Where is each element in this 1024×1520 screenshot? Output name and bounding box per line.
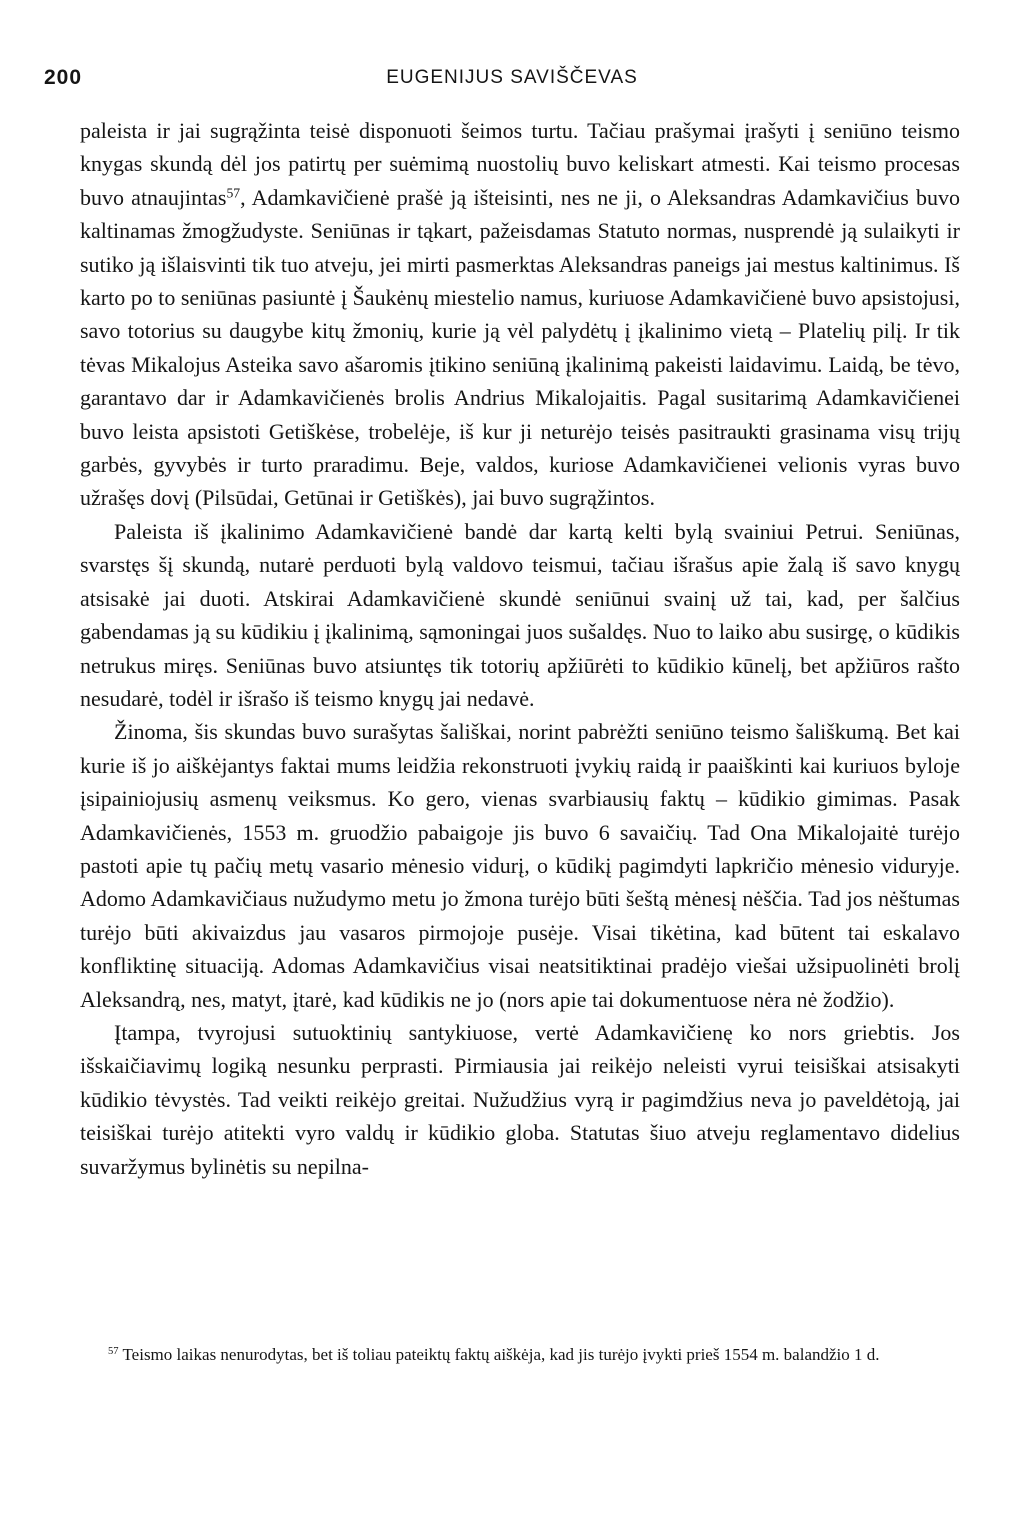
paragraph-1-text-start: paleista ir jai sugrąžinta teisė disponuoti šeimos turtu. Tačiau prašymai įrašyti į seniūno teismo knygas skundą dėl jos patirtų per suėmimą nuostolių buvo keliskart atmesti. Kai teismo procesas buvo atnaujintas (80, 118, 960, 210)
running-head-author: EUGENIJUS SAVIŠČEVAS (386, 67, 638, 88)
page-number: 200 (44, 66, 83, 89)
footnote (80, 1342, 960, 1367)
paragraph-1-text-end: , Adamkavičienė prašė ją išteisinti, nes ne ji, o Aleksandras Adamkavičius buvo kaltinamas žmogžudyste. Seniūnas ir tąkart, pažeisdamas Statuto normas, nusprendė ją sulaikyti ir sutiko ją išlaisvinti tik tuo atveju, jei mirti pasmerktas Aleksandras paneigs jai mestus kaltinimus. Iš karto po to seniūnas pasiuntė į Šaukėnų miestelio namus, kuriuose Adamkavičienė buvo apsistojusi, savo totorius su daugybe kitų žmonių, kurie ją vėl palydėtų į įkalinimo vietą – Platelių pilį. Ir tik tėvas Mikalojus Asteika savo ašaromis įtikino seniūną įkalinimą pakeisti laidavimu. Laidą, be tėvo, garantavo dar ir Adamkavičienės brolis Andrius Mikalojaitis. Pagal susitarimą Adamkavičienei buvo leista apsistoti Getiškėse, trobelėje, iš kur ji neturėjo teisės pasitraukti grasinama visų trijų garbės, gyvybės ir turto praradimu. Beje, valdos, kuriose Adamkavičienei velionis vyras buvo užrašęs dovį (Pilsūdai, Getūnai ir Getiškės), jai buvo sugrąžintos. (80, 184, 960, 511)
paragraph-1 (80, 114, 960, 515)
footnote-reference: 57 (226, 185, 241, 201)
main-text (80, 114, 960, 1183)
paragraph-3: Žinoma, šis skundas buvo surašytas šališkai, norint pabrėžti seniūno teismo šališkumą. Bet kai kurie iš jo aiškėjantys faktai mums leidžia rekonstruoti įvykių raidą ir paaiškinti kai kuriuos byloje įsipainiojusių asmenų veiksmus. Ko gero, vienas svarbiausių faktų – kūdikio gimimas. Pasak Adamkavičienės, 1553 m. gruodžio pabaigoje jis buvo 6 savaičių. Tad Ona Mikalojaitė turėjo pastoti apie tų pačių metų vasario mėnesio vidurį, o kūdikį pagimdyti lapkričio mėnesio viduryje. Adomo Adamkavičiaus nužudymo metu jo žmona turėjo būti šeštą mėnesį nėščia. Tad jos nėštumas turėjo būti akivaizdus jau vasaros pirmojoje pusėje. Visai tikėtina, kad būtent tai eskalavo konfliktinę situaciją. Adomas Adamkavičius visai neatsitiktinai pradėjo viešai užsipuolinėti brolį Aleksandrą, nes, matyt, įtarė, kad kūdikis ne jo (nors apie tai dokumentuose nėra nė žodžio). (80, 719, 960, 1012)
footnote-number: 57 (108, 1346, 119, 1358)
paragraph-4: Įtampa, tvyrojusi sutuoktinių santykiuose, vertė Adamkavičienę ko nors griebtis. Jos išskaičiavimų logiką nesunku perprasti. Pirmiausia jai reikėjo neleisti vyrui teisiškai atsisakyti kūdikio tėvystės. Tad veikti reikėjo greitai. Nužudžius vyrą ir pagimdžius neva jo paveldėtoją, jai teisiškai turėjo atitekti vyro valdų ir kūdikio globa. Statutas šiuo atveju reglamentavo didelius suvaržymus bylinėtis su nepilna- (80, 1019, 960, 1179)
footnote-text: Teismo laikas nenurodytas, bet iš toliau pateiktų faktų aiškėja, kad jis turėjo įvykti prieš 1554 m. balandžio 1 d. (118, 1345, 880, 1364)
page-header (40, 66, 984, 96)
footnote-57 (80, 1342, 960, 1367)
paragraph-2: Paleista iš įkalinimo Adamkavičienė bandė dar kartą kelti bylą svainiui Petrui. Seniūnas, svarstęs šį skundą, nutarė perduoti bylą valdovo teismui, tačiau išrašus apie žalą iš savo knygų atsisakė jai duoti. Atskirai Adamkavičienė skundė seniūnui svainį už tai, kad, per šalčius gabendamas ją su kūdikiu į įkalinimą, sąmoningai juos sušaldęs. Nuo to laiko abu susirgę, o kūdikis netrukus miręs. Seniūnas buvo atsiuntęs tik totorių apžiūrėti to kūdikio kūnelį, bet apžiūros rašto nesudarė, todėl ir išrašo iš teismo knygų jai nedavė. (80, 518, 960, 711)
